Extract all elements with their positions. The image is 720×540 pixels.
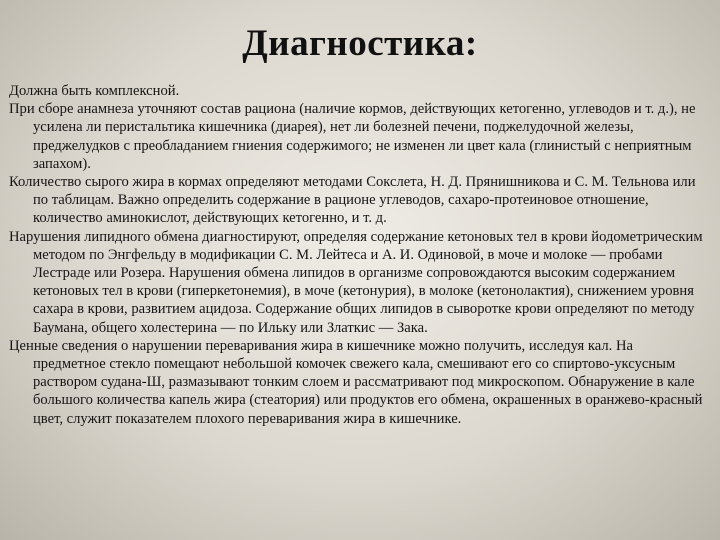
paragraph-comprehensive: Должна быть комплексной. <box>9 83 180 99</box>
slide-title: Диагностика: <box>242 23 478 64</box>
paragraph-lipid-metabolism: Нарушения липидного обмена диагностируют, определяя содержание кетоновых тел в крови йодометрическим методом по Энгфельду в модификации С. М. Лейтеса и А. И. Одиновой, в моче и молоке — пробами Лестраде или Розера. Нарушения обмена липидов в организме сопровождаются высоким содержанием кетоновых тел в крови (гиперкетонемия), в моче (кетонурия), в молоке (кетонолактия), снижением уровня сахара в крови, развитием ацидоза. Содержание общих липидов в сыворотке крови определяют по методу Баумана, общего холестерина — по Илькy или Златкис — Зака. <box>9 228 703 336</box>
paragraph-feed-fat: Количество сырого жира в кормах определяют методами Сокслета, Н. Д. Прянишникова и С. М. Тельнова или по таблицам. Важно определить содержание в рационе углеводов, сахаро-протеиновое отношение, количество аминокислот, действующих кетогенно, и т. д. <box>9 174 696 227</box>
slide-body <box>9 82 709 428</box>
paragraph-anamnesis: При сборе анамнеза уточняют состав рациона (наличие кормов, действующих кетогенно, углеводов и т. д.), не усилена ли перистальтика кишечника (диарея), нет ли болезней печени, поджелудочной железы, преджелудков с преобладанием гниения содержимого; не изменен ли цвет кала (глинистый с неприятным запахом). <box>9 101 696 172</box>
paragraph-fecal-analysis: Ценные сведения о нарушении переваривания жира в кишечнике можно получить, исследуя кал. На предметное стекло помещают небольшой комочек свежего кала, смешивают его со спиртово-уксусным раствором судана-Ш, размазывают тонким слоем и рассматривают под микроскопом. Обнаружение в кале большого количества капель жира (стеатория) или продуктов его обмена, окрашенных в оранжево-красный цвет, служит показателем плохого переваривания жира в кишечнике. <box>9 337 703 427</box>
